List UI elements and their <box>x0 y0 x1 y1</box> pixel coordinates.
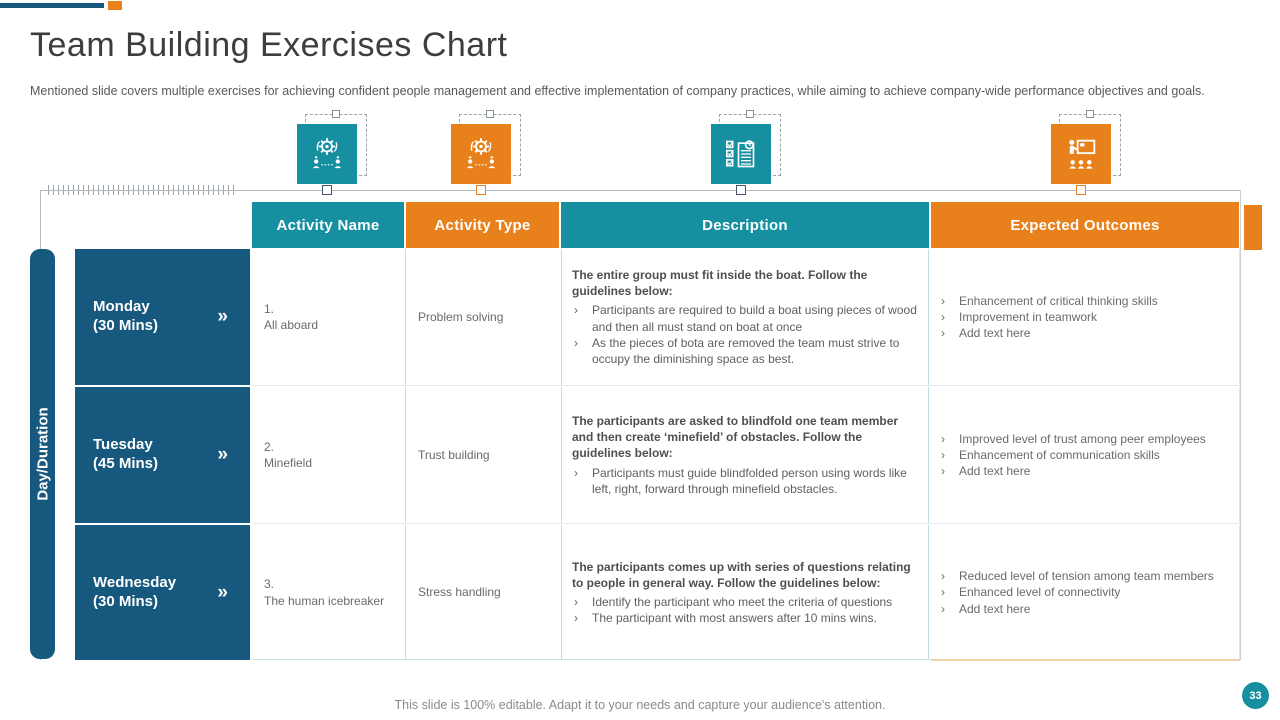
chevron-icon: » <box>217 306 228 327</box>
column-header-expected-outcomes: Expected Outcomes <box>931 202 1239 248</box>
selection-handle <box>486 110 494 118</box>
activity-name-cell <box>252 249 406 385</box>
bullet-marker: › <box>941 309 945 324</box>
checklist-document-icon[interactable] <box>711 124 771 184</box>
day-cell-monday <box>75 249 250 385</box>
activity-type-cell <box>406 387 561 523</box>
bullet-marker: › <box>574 611 578 626</box>
outcome-item: Enhancement of communication skills <box>959 447 1160 462</box>
header-edge-sliver <box>1244 205 1262 250</box>
connector-node <box>1076 185 1086 195</box>
activity-name: All aboard <box>264 318 319 332</box>
outcome-item: Reduced level of tension among team members <box>959 569 1214 584</box>
selection-handle <box>1086 110 1094 118</box>
activity-name-cell <box>252 387 406 523</box>
description-intro: The participants are asked to blindfold one team member and then create ‘minefield’ of obstacles. Follow the guidelines below: <box>572 414 899 461</box>
activity-number: 2. <box>264 439 275 454</box>
accent-bar-blue <box>0 3 104 8</box>
outcomes-cell <box>931 525 1240 660</box>
connector-node <box>322 185 332 195</box>
description-cell <box>561 525 929 660</box>
bullet-marker: › <box>574 303 578 318</box>
column-header-activity-name: Activity Name <box>252 202 404 248</box>
day-name: Tuesday <box>93 436 153 454</box>
process-gear-people-icon[interactable] <box>451 124 511 184</box>
description-bullet: Participants must guide blindfolded person using words like left, right, forward through minefield obstacles. <box>592 465 907 496</box>
day-cell-tuesday <box>75 387 250 523</box>
chevron-icon: » <box>217 444 228 465</box>
selection-handle <box>332 110 340 118</box>
activity-name: The human icebreaker <box>264 593 385 608</box>
chevron-icon: » <box>217 581 228 603</box>
bullet-marker: › <box>941 601 945 616</box>
subtitle-text: Mentioned slide covers multiple exercises for achieving confident people management and effective implementation of company practices, while aiming to achieve company-wide performance objectives and goals. <box>30 84 1205 98</box>
activity-type: Problem solving <box>418 309 504 324</box>
activity-type-cell <box>406 249 561 385</box>
day-duration: (45 Mins) <box>93 455 159 472</box>
outcome-item: Enhanced level of connectivity <box>959 585 1121 600</box>
outcome-item: Add text here <box>959 464 1031 479</box>
day-duration-axis <box>30 249 55 659</box>
page-number-badge: 33 <box>1242 682 1269 709</box>
connector-line <box>40 190 1240 191</box>
bullet-marker: › <box>941 326 945 341</box>
day-name: Wednesday <box>93 573 177 591</box>
page-title: Team Building Exercises Chart <box>30 26 508 64</box>
bullet-marker: › <box>941 293 945 308</box>
bullet-marker: › <box>574 335 578 350</box>
activity-type-cell <box>406 525 561 660</box>
table-bottom-border-outcomes <box>931 659 1240 661</box>
outcome-item: Improvement in teamwork <box>959 309 1098 324</box>
day-duration: (30 Mins) <box>93 592 159 610</box>
bullet-marker: › <box>574 465 578 480</box>
frame-line-right <box>1240 190 1241 660</box>
day-cell-wednesday <box>75 525 250 660</box>
outcomes-cell <box>931 387 1240 523</box>
outcome-item: Improved level of trust among peer employees <box>959 431 1206 446</box>
row-divider <box>252 385 1240 386</box>
presenter-audience-icon[interactable] <box>1051 124 1111 184</box>
activity-type: Stress handling <box>418 585 501 600</box>
connector-node <box>736 185 746 195</box>
activity-name: Minefield <box>264 456 313 470</box>
description-intro: The entire group must fit inside the boat. Follow the guidelines below: <box>572 267 868 299</box>
description-bullet: The participant with most answers after 10 mins wins. <box>592 611 877 626</box>
row-divider <box>252 523 1240 524</box>
outcome-item: Add text here <box>959 601 1031 616</box>
description-intro: The participants comes up with series of questions relating to people in general way. Follow the guidelines below: <box>572 559 911 590</box>
bullet-marker: › <box>941 585 945 600</box>
editable-note: This slide is 100% editable. Adapt it to your needs and capture your audience's attention. <box>394 698 886 712</box>
process-gear-people-icon[interactable] <box>297 124 357 184</box>
activity-number: 1. <box>264 301 275 316</box>
description-bullet: As the pieces of bota are removed the team must strive to occupy the diminishing space as best. <box>592 335 900 366</box>
day-duration: (30 Mins) <box>93 317 159 334</box>
activity-number: 3. <box>264 577 275 592</box>
column-header-description: Description <box>561 202 929 248</box>
outcomes-cell <box>931 249 1240 385</box>
description-bullet: Participants are required to build a boat using pieces of wood and then all must stand on boat at once <box>592 303 917 334</box>
day-name: Monday <box>93 298 150 316</box>
description-cell <box>561 387 929 523</box>
bullet-marker: › <box>941 447 945 462</box>
outcome-item: Add text here <box>959 326 1031 341</box>
selection-handle <box>746 110 754 118</box>
accent-bar-orange <box>108 1 122 10</box>
activity-type: Trust building <box>418 447 490 462</box>
bullet-marker: › <box>941 569 945 584</box>
bullet-marker: › <box>941 464 945 479</box>
bullet-marker: › <box>574 595 578 609</box>
description-cell <box>561 249 929 385</box>
bullet-marker: › <box>941 431 945 446</box>
activity-name-cell <box>252 525 406 660</box>
outcome-item: Enhancement of critical thinking skills <box>959 293 1158 308</box>
column-header-activity-type: Activity Type <box>406 202 559 248</box>
connector-node <box>476 185 486 195</box>
day-duration-label: Day/Duration <box>34 407 51 501</box>
description-bullet: Identify the participant who meet the criteria of questions <box>592 595 893 609</box>
